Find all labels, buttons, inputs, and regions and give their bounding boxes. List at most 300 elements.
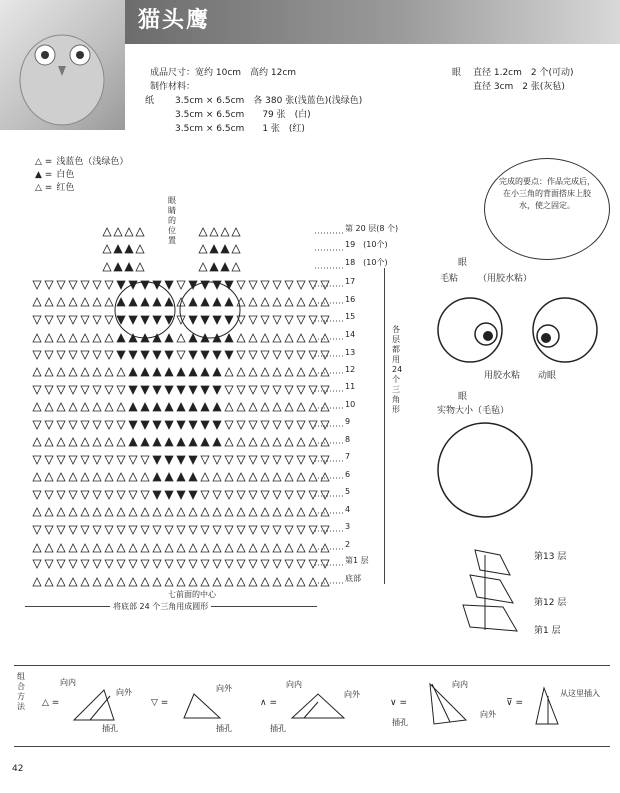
- pattern-triangle: [93, 438, 101, 446]
- pattern-triangle: [177, 368, 185, 376]
- pattern-triangle: [261, 351, 269, 359]
- pattern-triangle: [297, 403, 305, 411]
- pattern-triangle: [117, 386, 125, 394]
- pattern-triangle: [309, 351, 317, 359]
- row-label: 底部: [345, 574, 361, 583]
- pattern-triangle: [177, 403, 185, 411]
- pattern-triangle: [81, 491, 89, 499]
- pattern-triangle: [261, 403, 269, 411]
- pattern-triangle: [321, 334, 329, 342]
- pattern-triangle: [199, 263, 207, 271]
- pattern-triangle: [69, 386, 77, 394]
- pattern-triangle: [105, 421, 113, 429]
- pattern-triangle: [249, 403, 257, 411]
- pattern-triangle: [165, 351, 173, 359]
- pattern-triangle: [81, 578, 89, 586]
- pattern-triangle: [201, 578, 209, 586]
- pattern-triangle: [105, 403, 113, 411]
- pattern-triangle: [309, 298, 317, 306]
- pattern-triangle: [213, 351, 221, 359]
- eyes-drawing: [430, 290, 600, 370]
- pattern-triangle: [273, 421, 281, 429]
- pattern-triangle: [321, 560, 329, 568]
- pattern-triangle: [129, 351, 137, 359]
- pattern-triangle: [201, 491, 209, 499]
- pattern-triangle: [210, 263, 218, 271]
- pattern-triangle: [210, 245, 218, 253]
- method-3-diagram: [290, 690, 346, 724]
- legend-text: 浅蓝色（浅绿色）: [56, 157, 129, 167]
- pattern-triangle: [117, 578, 125, 586]
- method-hole: 插孔: [102, 724, 118, 733]
- pattern-triangle: [117, 368, 125, 376]
- pattern-triangle: [321, 491, 329, 499]
- pattern-triangle: [105, 386, 113, 394]
- pattern-triangle: [321, 281, 329, 289]
- pattern-triangle: [45, 403, 53, 411]
- pattern-triangle: [69, 421, 77, 429]
- pattern-triangle: [297, 316, 305, 324]
- pattern-triangle: [177, 281, 185, 289]
- pattern-triangle: [201, 298, 209, 306]
- pattern-triangle: [189, 368, 197, 376]
- pattern-triangle: [129, 508, 137, 516]
- pattern-triangle: [93, 578, 101, 586]
- pattern-triangle: [129, 316, 137, 324]
- pattern-triangle: [165, 403, 173, 411]
- pattern-triangle: [114, 263, 122, 271]
- pattern-triangle: [201, 456, 209, 464]
- pattern-triangle: [225, 526, 233, 534]
- movable-eye-label: 动眼: [538, 371, 557, 381]
- pattern-triangle: [165, 456, 173, 464]
- pattern-triangle: [249, 491, 257, 499]
- pattern-triangle: [81, 403, 89, 411]
- pattern-triangle: [177, 438, 185, 446]
- pattern-triangle: [69, 526, 77, 534]
- method-outward: 向外: [480, 710, 496, 719]
- pattern-triangle: [33, 508, 41, 516]
- pattern-triangle: [321, 403, 329, 411]
- pattern-triangle: [153, 473, 161, 481]
- pattern-triangle: [309, 578, 317, 586]
- pattern-triangle: [232, 228, 240, 236]
- pattern-triangle: [57, 491, 65, 499]
- pattern-triangle: [69, 578, 77, 586]
- pattern-triangle: [81, 316, 89, 324]
- layer-12-label: 第12 层: [534, 598, 567, 608]
- pattern-triangle: [45, 526, 53, 534]
- eye-row-2: 直径 3cm 2 张(灰毡): [473, 82, 565, 92]
- eye-position-label: 眼睛的位置: [168, 196, 176, 245]
- eye-label: 眼: [452, 68, 462, 78]
- pattern-triangle: [273, 298, 281, 306]
- pattern-triangle: [189, 508, 197, 516]
- pattern-triangle: [125, 228, 133, 236]
- method-1-diagram: [70, 686, 118, 726]
- pattern-triangle: [213, 368, 221, 376]
- pattern-triangle: [93, 473, 101, 481]
- pattern-triangle: [105, 351, 113, 359]
- pattern-triangle: [69, 298, 77, 306]
- pattern-triangle: [136, 228, 144, 236]
- pattern-triangle: [237, 438, 245, 446]
- row-label: 16: [345, 295, 356, 304]
- pattern-triangle: [285, 298, 293, 306]
- pattern-triangle: [117, 491, 125, 499]
- methods-label: 组合方法: [17, 672, 25, 711]
- pattern-triangle: [201, 438, 209, 446]
- pattern-triangle: [93, 368, 101, 376]
- pattern-triangle: [261, 491, 269, 499]
- pattern-triangle: [297, 544, 305, 552]
- pattern-triangle: [321, 473, 329, 481]
- pattern-triangle: [297, 578, 305, 586]
- pattern-triangle: [261, 386, 269, 394]
- pattern-triangle: [141, 421, 149, 429]
- pattern-triangle: [309, 368, 317, 376]
- pattern-triangle: [261, 508, 269, 516]
- pattern-triangle: [249, 544, 257, 552]
- row-label: 6: [345, 470, 351, 479]
- pattern-triangle: [141, 578, 149, 586]
- pattern-triangle: [249, 386, 257, 394]
- pattern-triangle: [125, 245, 133, 253]
- pattern-triangle: [105, 334, 113, 342]
- row-label: 10: [345, 400, 356, 409]
- pattern-triangle: [261, 526, 269, 534]
- pattern-triangle: [225, 298, 233, 306]
- pattern-triangle: [273, 403, 281, 411]
- pattern-triangle: [141, 351, 149, 359]
- pattern-triangle: [237, 386, 245, 394]
- method-outward: 向外: [216, 684, 232, 693]
- pattern-triangle: [93, 526, 101, 534]
- pattern-triangle: [225, 560, 233, 568]
- pattern-triangle: [309, 334, 317, 342]
- pattern-triangle: [213, 526, 221, 534]
- pattern-triangle: [105, 544, 113, 552]
- pattern-triangle: [273, 456, 281, 464]
- pattern-triangle: [199, 228, 207, 236]
- method-outward: 向外: [344, 690, 360, 699]
- pattern-triangle: [309, 544, 317, 552]
- method-symbol: ▽ =: [151, 698, 169, 708]
- pattern-triangle: [225, 368, 233, 376]
- pattern-triangle: [237, 508, 245, 516]
- pattern-triangle: [225, 386, 233, 394]
- pattern-triangle: [249, 421, 257, 429]
- pattern-triangle: [249, 526, 257, 534]
- pattern-triangle: [93, 351, 101, 359]
- pattern-triangle: [249, 334, 257, 342]
- glue-bottom-label: 用胶水粘: [484, 371, 521, 381]
- row-label: 11: [345, 382, 356, 391]
- owl-illustration: [0, 0, 125, 130]
- pattern-triangle: [141, 508, 149, 516]
- pattern-triangle: [213, 508, 221, 516]
- pattern-triangle: [57, 316, 65, 324]
- pattern-triangle: [225, 438, 233, 446]
- pattern-triangle: [213, 578, 221, 586]
- pattern-triangle: [45, 491, 53, 499]
- pattern-triangle: [237, 281, 245, 289]
- pattern-triangle: [153, 508, 161, 516]
- pattern-triangle: [201, 316, 209, 324]
- pattern-triangle: [165, 421, 173, 429]
- legend-symbol: ▲ =: [35, 170, 53, 180]
- pattern-triangle: [165, 508, 173, 516]
- pattern-triangle: [33, 421, 41, 429]
- pattern-triangle: [33, 544, 41, 552]
- actual-eye-circle: [435, 420, 535, 520]
- method-symbol: △ =: [42, 698, 60, 708]
- pattern-triangle: [45, 421, 53, 429]
- pattern-triangle: [213, 438, 221, 446]
- pattern-triangle: [199, 245, 207, 253]
- pattern-triangle: [141, 298, 149, 306]
- pattern-triangle: [57, 421, 65, 429]
- pattern-triangle: [261, 456, 269, 464]
- row-label: 4: [345, 505, 351, 514]
- pattern-triangle: [57, 438, 65, 446]
- pattern-triangle: [297, 526, 305, 534]
- pattern-triangle: [297, 421, 305, 429]
- pattern-triangle: [225, 316, 233, 324]
- pattern-triangle: [213, 491, 221, 499]
- pattern-triangle: [261, 316, 269, 324]
- pattern-triangle: [165, 473, 173, 481]
- pattern-triangle: [103, 245, 111, 253]
- row-label: 8: [345, 435, 351, 444]
- pattern-triangle: [105, 456, 113, 464]
- pattern-triangle: [45, 316, 53, 324]
- pattern-triangle: [33, 456, 41, 464]
- pattern-triangle: [93, 508, 101, 516]
- pattern-triangle: [33, 368, 41, 376]
- pattern-triangle: [285, 456, 293, 464]
- pattern-triangle: [237, 351, 245, 359]
- pattern-triangle: [105, 508, 113, 516]
- pattern-triangle: [261, 334, 269, 342]
- method-outward: 向外: [116, 688, 132, 697]
- pattern-triangle: [321, 526, 329, 534]
- legend-symbol: △ =: [35, 157, 53, 167]
- legend-text: 白色: [56, 170, 75, 180]
- pattern-triangle: [81, 351, 89, 359]
- pattern-triangle: [153, 403, 161, 411]
- pattern-triangle: [321, 456, 329, 464]
- pattern-triangle: [105, 368, 113, 376]
- pattern-triangle: [57, 281, 65, 289]
- pattern-triangle: [189, 403, 197, 411]
- pattern-triangle: [309, 281, 317, 289]
- pattern-triangle: [285, 281, 293, 289]
- pattern-triangle: [225, 403, 233, 411]
- pattern-triangle: [93, 316, 101, 324]
- pattern-triangle: [93, 560, 101, 568]
- pattern-triangle: [309, 438, 317, 446]
- layer-13-label: 第13 层: [534, 552, 567, 562]
- pattern-triangle: [125, 263, 133, 271]
- pattern-triangle: [114, 228, 122, 236]
- pattern-triangle: [57, 526, 65, 534]
- pattern-triangle: [189, 438, 197, 446]
- pattern-triangle: [297, 456, 305, 464]
- pattern-triangle: [81, 298, 89, 306]
- pattern-triangle: [45, 368, 53, 376]
- pattern-triangle: [201, 386, 209, 394]
- pattern-triangle: [33, 526, 41, 534]
- pattern-triangle: [57, 351, 65, 359]
- pattern-triangle: [261, 560, 269, 568]
- pattern-triangle: [285, 526, 293, 534]
- eye-outline: [115, 282, 175, 338]
- pattern-triangle: [117, 544, 125, 552]
- pattern-triangle: [33, 386, 41, 394]
- pattern-triangle: [129, 403, 137, 411]
- pattern-triangle: [237, 368, 245, 376]
- pattern-triangle: [285, 473, 293, 481]
- pattern-triangle: [237, 473, 245, 481]
- pattern-triangle: [81, 438, 89, 446]
- pattern-triangle: [321, 544, 329, 552]
- pattern-triangle: [237, 560, 245, 568]
- pattern-triangle: [225, 578, 233, 586]
- pattern-triangle: [189, 544, 197, 552]
- pattern-triangle: [69, 508, 77, 516]
- pattern-triangle: [165, 334, 173, 342]
- pattern-triangle: [136, 263, 144, 271]
- row-label: 13: [345, 348, 356, 357]
- pattern-triangle: [93, 334, 101, 342]
- vertical-guide: [384, 268, 385, 584]
- pattern-triangle: [33, 438, 41, 446]
- pattern-triangle: [309, 456, 317, 464]
- pattern-triangle: [285, 334, 293, 342]
- pattern-triangle: [105, 526, 113, 534]
- layer-1-label: 第1 层: [534, 626, 561, 636]
- pattern-triangle: [117, 281, 125, 289]
- pattern-triangle: [249, 281, 257, 289]
- pattern-triangle: [297, 281, 305, 289]
- pattern-triangle: [153, 368, 161, 376]
- pattern-triangle: [273, 560, 281, 568]
- pattern-triangle: [232, 245, 240, 253]
- pattern-triangle: [249, 456, 257, 464]
- pattern-triangle: [141, 544, 149, 552]
- pattern-triangle: [45, 544, 53, 552]
- pattern-triangle: [273, 438, 281, 446]
- pattern-triangle: [69, 281, 77, 289]
- pattern-triangle: [117, 456, 125, 464]
- pattern-triangle: [285, 578, 293, 586]
- pattern-triangle: [105, 473, 113, 481]
- pattern-triangle: [177, 386, 185, 394]
- pattern-triangle: [141, 560, 149, 568]
- pattern-triangle: [273, 316, 281, 324]
- pattern-triangle: [117, 351, 125, 359]
- size-line: 成品尺寸：宽约 10cm 高约 12cm: [150, 68, 297, 78]
- pattern-triangle: [165, 491, 173, 499]
- pattern-triangle: [117, 403, 125, 411]
- pattern-triangle: [153, 578, 161, 586]
- pattern-triangle: [81, 456, 89, 464]
- pattern-triangle: [321, 351, 329, 359]
- paper-row-1: 3.5cm × 6.5cm 各 380 张(浅蓝色)(浅绿色): [175, 96, 363, 106]
- pattern-triangle: [297, 386, 305, 394]
- pattern-triangle: [69, 491, 77, 499]
- pattern-triangle: [81, 526, 89, 534]
- pattern-triangle: [213, 298, 221, 306]
- pattern-triangle: [237, 403, 245, 411]
- pattern-triangle: [165, 560, 173, 568]
- pattern-triangle: [117, 438, 125, 446]
- pattern-triangle: [45, 508, 53, 516]
- pattern-triangle: [297, 491, 305, 499]
- pattern-triangle: [57, 473, 65, 481]
- pattern-triangle: [201, 544, 209, 552]
- pattern-triangle: [93, 403, 101, 411]
- pattern-triangle: [165, 386, 173, 394]
- pattern-triangle: [129, 456, 137, 464]
- pattern-triangle: [129, 386, 137, 394]
- pattern-triangle: [237, 456, 245, 464]
- pattern-triangle: [189, 386, 197, 394]
- pattern-triangle: [249, 508, 257, 516]
- method-inward: 向内: [286, 680, 302, 689]
- pattern-triangle: [69, 316, 77, 324]
- pattern-triangle: [285, 351, 293, 359]
- pattern-triangle: [81, 421, 89, 429]
- method-5-diagram: [532, 684, 562, 728]
- actual-eye-title: 眼: [458, 392, 468, 402]
- method-4-diagram: [420, 680, 470, 728]
- pattern-triangle: [297, 560, 305, 568]
- pattern-triangle: [117, 334, 125, 342]
- pattern-triangle: [213, 473, 221, 481]
- pattern-triangle: [129, 473, 137, 481]
- pattern-triangle: [309, 491, 317, 499]
- pattern-triangle: [309, 473, 317, 481]
- method-symbol: ⊽ =: [506, 698, 523, 708]
- pattern-triangle: [45, 298, 53, 306]
- pattern-triangle: [81, 508, 89, 516]
- pattern-triangle: [285, 491, 293, 499]
- row-label: 14: [345, 330, 356, 339]
- pattern-triangle: [105, 560, 113, 568]
- pattern-triangle: [232, 263, 240, 271]
- pattern-triangle: [237, 544, 245, 552]
- pattern-triangle: [136, 245, 144, 253]
- pattern-triangle: [249, 560, 257, 568]
- pattern-triangle: [309, 508, 317, 516]
- pattern-triangle: [309, 316, 317, 324]
- pattern-triangle: [309, 560, 317, 568]
- pattern-triangle: [297, 351, 305, 359]
- pattern-triangle: [93, 298, 101, 306]
- pattern-triangle: [129, 421, 137, 429]
- pattern-triangle: [177, 334, 185, 342]
- pattern-triangle: [69, 456, 77, 464]
- pattern-triangle: [273, 491, 281, 499]
- pattern-triangle: [141, 316, 149, 324]
- pattern-triangle: [81, 281, 89, 289]
- pattern-triangle: [309, 526, 317, 534]
- pattern-triangle: [261, 298, 269, 306]
- pattern-triangle: [114, 245, 122, 253]
- pattern-triangle: [221, 245, 229, 253]
